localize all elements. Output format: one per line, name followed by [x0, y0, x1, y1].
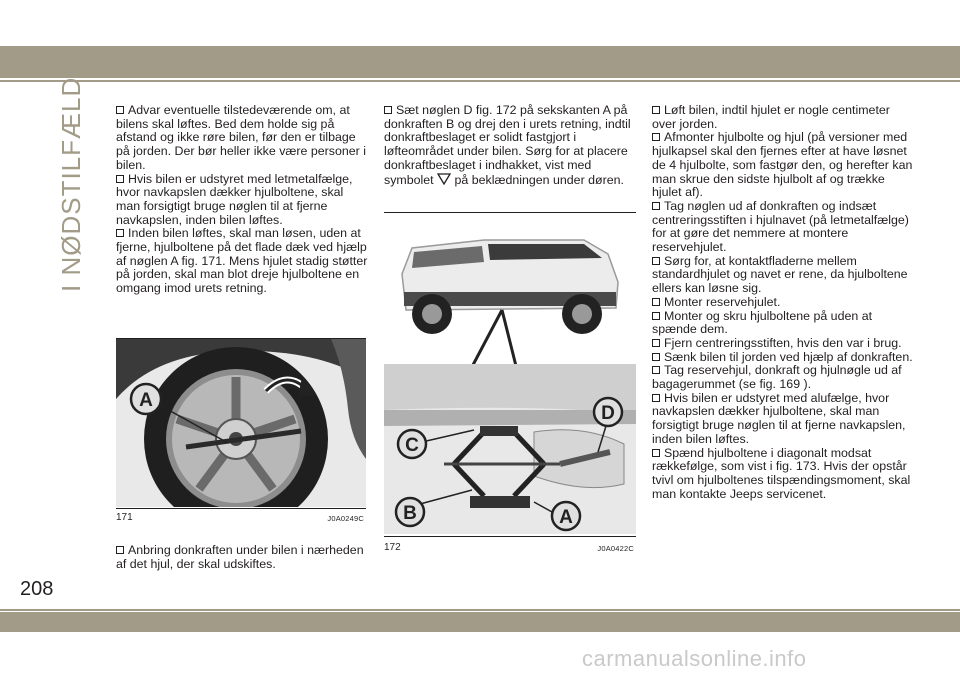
- figure-rule-bottom: [384, 536, 636, 537]
- figure-rule-top: [384, 212, 636, 213]
- list-item: Inden bilen løftes, skal man løsen, uden at fjerne, hjulboltene på det flade dæk ved hjælp af nøglen A fig. 171. Mens hjulet stadig støtter på jorden, skal man blot dreje hjulboltene en omgang imod urets retning.: [116, 226, 368, 296]
- jeep-jack-illustration: [384, 214, 636, 534]
- header-rule: [0, 80, 960, 82]
- checkbox-icon: [652, 202, 660, 210]
- checkbox-icon: [652, 257, 660, 265]
- checkbox-icon: [652, 133, 660, 141]
- figure-number: 171: [116, 512, 133, 523]
- figure-number: 172: [384, 542, 401, 553]
- wheel-lug-wrench-illustration: [116, 339, 366, 507]
- top-header: [0, 0, 960, 78]
- column-3: [652, 104, 916, 501]
- checkbox-icon: [652, 312, 660, 320]
- footer-rule: [0, 609, 960, 611]
- checkbox-icon: [652, 106, 660, 114]
- figure-label-a: A: [559, 507, 573, 528]
- checkbox-icon: [652, 366, 660, 374]
- list-item: Afmonter hjulbolte og hjul (på versioner med hjulkapsel skal den fjernes efter at have løsnet de 4 hjulbolte, som fastgør den, og herefter kan man skrue den sidste hjulbolt af og trække hjulet af).: [652, 130, 913, 200]
- list-item: Hvis bilen er udstyret med letmetalfælge, hvor navkapslen dækker hjulboltene, skal man forsigtigt bruge nøglen til at fjerne navkapslen, inden bilen løftes.: [116, 171, 353, 227]
- list-item: Tag reservehjul, donkraft og hjulnøgle ud af bagagerummet (se fig. 169 ).: [652, 363, 902, 392]
- checkbox-icon: [384, 106, 392, 114]
- figure-label-a: A: [139, 390, 153, 411]
- list-item: Sørg for, at kontaktfladerne mellem standardhjulet og navet er rene, da hjulboltene ellers kan løsne sig.: [652, 253, 908, 296]
- checkbox-icon: [116, 106, 124, 114]
- checkbox-icon: [116, 546, 124, 554]
- figure-rule-bottom: [116, 508, 366, 509]
- list-item: Hvis bilen er udstyret med alufælge, hvor navkapslen dækker hjulboltene, skal man forsigtigt bruge nøglen til at fjerne navkapslen, inden bilen løftes.: [652, 390, 906, 446]
- section-tab: I NØDSTILFÆLDE: [56, 58, 86, 292]
- figure-label-d: D: [601, 403, 615, 424]
- checkbox-icon: [652, 298, 660, 306]
- figure-171: [116, 338, 366, 528]
- list-item: Sæt nøglen D fig. 172 på sekskanten A på donkraften B og drej den i urets retning, indtil donkraftbeslaget er solidt fastgjort i løfteområdet under bilen. Sørg for at placere donkraftbeslaget i indhakket, vist med symbolet på beklædningen under døren.: [384, 103, 631, 187]
- checkbox-icon: [652, 339, 660, 347]
- checkbox-icon: [652, 394, 660, 402]
- column-1-continued: [116, 544, 368, 571]
- list-item: Tag nøglen ud af donkraften og indsæt centreringsstiften i hjulnavet (på letmetalfælge) for at gøre det nemmere at montere reservehjulet.: [652, 198, 909, 255]
- figure-172: [384, 212, 636, 572]
- list-item: Monter reservehjulet.: [652, 296, 916, 310]
- list-item: Monter og skru hjulboltene på uden at spænde dem.: [652, 308, 873, 337]
- column-2: [384, 104, 640, 187]
- figure-code: J0A0422C: [597, 544, 634, 553]
- checkbox-icon: [652, 353, 660, 361]
- triangle-down-icon: [437, 173, 451, 185]
- figure-label-b: B: [403, 503, 417, 524]
- list-item: Anbring donkraften under bilen i nærheden af det hjul, der skal udskiftes.: [116, 543, 364, 571]
- checkbox-icon: [116, 175, 124, 183]
- list-item: Sænk bilen til jorden ved hjælp af donkraften.: [652, 351, 916, 365]
- footer-band: [0, 612, 960, 632]
- figure-code: J0A0249C: [327, 514, 364, 523]
- list-item: Fjern centreringsstiften, hvis den var i brug.: [652, 337, 916, 351]
- page-number: 208: [20, 578, 54, 600]
- list-item: Advar eventuelle tilstedeværende om, at bilens skal løftes. Bed dem holde sig på afstand og ikke røre bilen, før den er tilbage på jorden. Der bør heller ikke være personer i bilen.: [116, 103, 366, 172]
- list-item: Spænd hjulboltene i diagonalt modsat rækkefølge, som vist i fig. 173. Hvis der opstår tvivl om hjulboltenes tilspændingsmoment, skal man kontakte Jeeps servicenet.: [652, 445, 911, 501]
- checkbox-icon: [116, 229, 124, 237]
- header-band: [0, 46, 960, 78]
- figure-label-c: C: [405, 435, 419, 456]
- watermark: carmanualsonline.info: [582, 646, 807, 671]
- checkbox-icon: [652, 449, 660, 457]
- column-1: [116, 104, 368, 296]
- list-item: Løft bilen, indtil hjulet er nogle centimeter over jorden.: [652, 103, 890, 131]
